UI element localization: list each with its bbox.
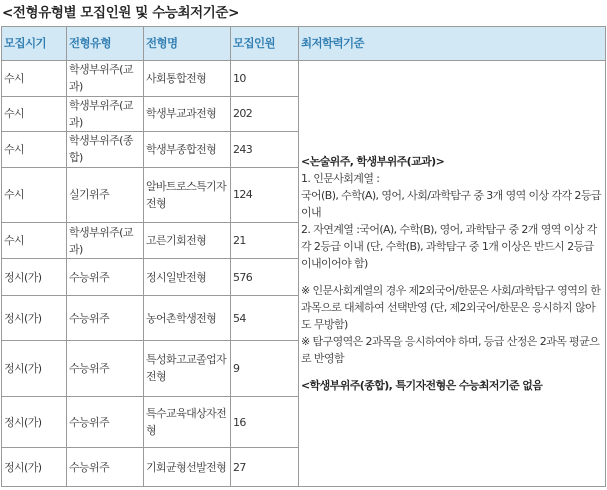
cell-count: 21 (231, 223, 299, 259)
cell-count: 9 (231, 340, 299, 396)
table-header-row (2, 27, 606, 61)
cell-count: 243 (231, 132, 299, 168)
cell-count: 27 (231, 448, 299, 487)
cell-count: 124 (231, 167, 299, 223)
cell-count: 54 (231, 296, 299, 341)
criteria-humanities-label: 1. 인문사회계열 : (301, 172, 380, 185)
criteria-humanities-detail: 국어(B), 수학(A), 영어, 사회/과학탐구 중 3개 영역 이상 각각 2등급 이내 (301, 189, 601, 219)
cell-type: 학생부위주(교과) (67, 223, 144, 259)
cell-type: 수능위주 (67, 296, 144, 341)
admission-table (1, 26, 606, 487)
cell-type: 수능위주 (67, 448, 144, 487)
criteria-cell (299, 61, 606, 487)
cell-period: 수시 (2, 223, 67, 259)
page-title: <전형유형별 모집인원 및 수능최저기준> (2, 5, 239, 21)
spacer (301, 272, 603, 282)
criteria-heading-essay: <논술위주, 학생부위주(교과)> (301, 155, 445, 168)
cell-name: 정시일반전형 (144, 258, 231, 296)
cell-count: 202 (231, 96, 299, 132)
cell-type: 학생부위주(종합) (67, 132, 144, 168)
cell-name: 농어촌학생전형 (144, 296, 231, 341)
cell-name: 알바트로스특기자전형 (144, 167, 231, 223)
cell-count: 10 (231, 61, 299, 97)
table-row (2, 61, 606, 97)
cell-period: 수시 (2, 132, 67, 168)
cell-name: 특성화고교졸업자전형 (144, 340, 231, 396)
header-count: 모집인원 (231, 27, 299, 61)
cell-name: 고른기회전형 (144, 223, 231, 259)
cell-type: 학생부위주(교과) (67, 61, 144, 97)
cell-type: 수능위주 (67, 396, 144, 448)
cell-period: 수시 (2, 167, 67, 223)
cell-type: 학생부위주(교과) (67, 96, 144, 132)
cell-period: 정시(가) (2, 258, 67, 296)
cell-period: 정시(가) (2, 296, 67, 341)
cell-type: 수능위주 (67, 258, 144, 296)
cell-name: 사회통합전형 (144, 61, 231, 97)
criteria-heading-comprehensive: <학생부위주(종합), 특기자전형은 수능최저기준 없음 (301, 379, 543, 392)
header-type: 전형유형 (67, 27, 144, 61)
cell-count: 16 (231, 396, 299, 448)
cell-period: 정시(가) (2, 340, 67, 396)
cell-type: 실기위주 (67, 167, 144, 223)
cell-period: 정시(가) (2, 448, 67, 487)
cell-type: 수능위주 (67, 340, 144, 396)
cell-name: 학생부종합전형 (144, 132, 231, 168)
cell-name: 기회균형선발전형 (144, 448, 231, 487)
criteria-note-foreign-language: ※ 인문사회계열의 경우 제2외국어/한문은 사회/과학탐구 영역의 한 과목으로 대체하여 선택반영 (단, 제2외국어/한문은 응시하지 않아도 무방함) (301, 284, 601, 331)
cell-count: 576 (231, 258, 299, 296)
criteria-natural-sciences: 2. 자연계열 :국어(A), 수학(B), 영어, 과학탐구 중 2개 영역 이상 각각 2등급 이내 (단, 수학(B), 과학탐구 중 1개 이상은 반드시 2등급 이내이어야 함) (301, 223, 597, 270)
cell-period: 정시(가) (2, 396, 67, 448)
spacer (301, 367, 603, 377)
cell-period: 수시 (2, 96, 67, 132)
header-criteria: 최저학력기준 (299, 27, 606, 61)
cell-name: 학생부교과전형 (144, 96, 231, 132)
cell-name: 특수교육대상자전형 (144, 396, 231, 448)
criteria-note-inquiry: ※ 탐구영역은 2과목을 응시하여야 하며, 등급 산정은 2과목 평균으로 반영함 (301, 335, 600, 365)
header-period: 모집시기 (2, 27, 67, 61)
header-name: 전형명 (144, 27, 231, 61)
cell-period: 수시 (2, 61, 67, 97)
